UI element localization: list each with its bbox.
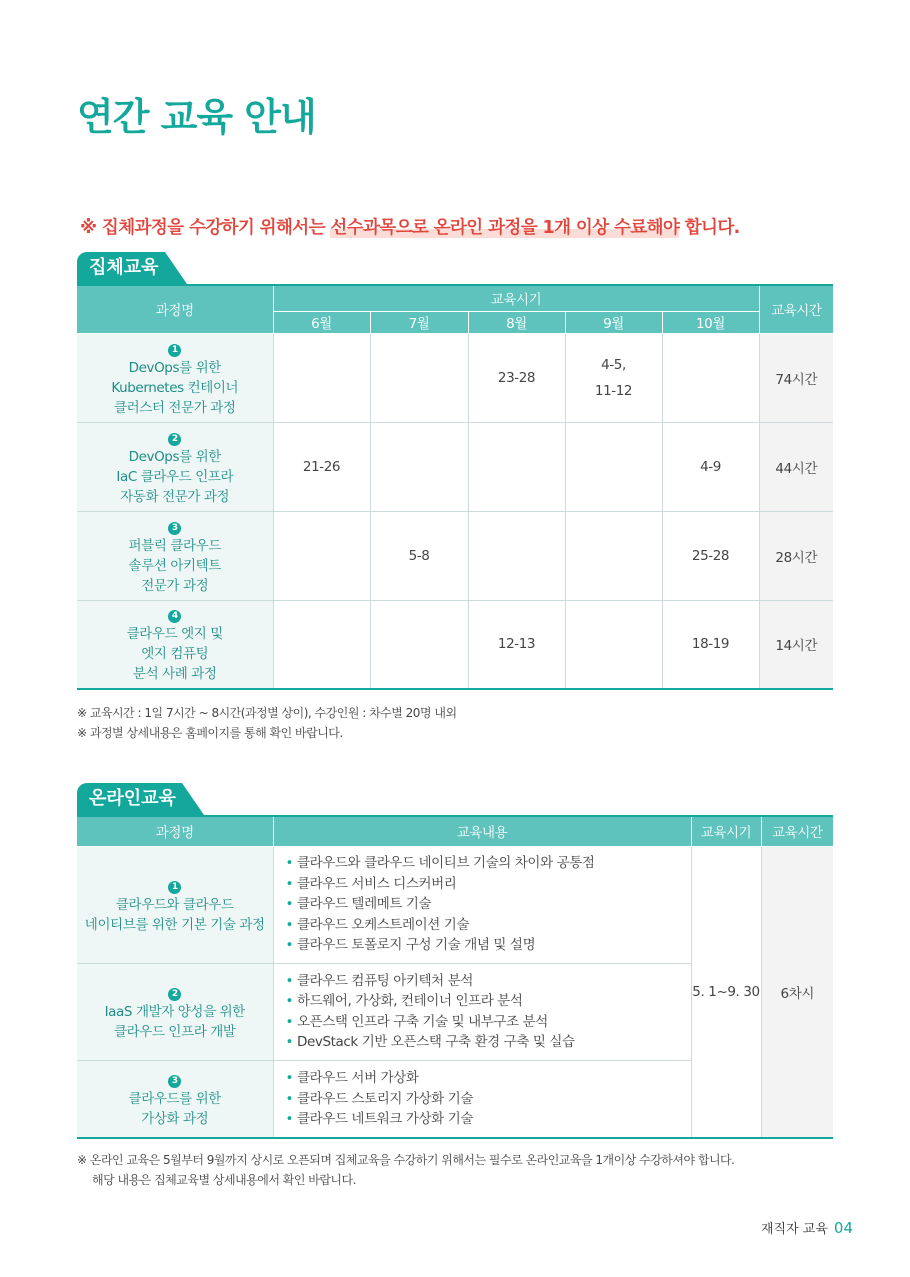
table-row (77, 846, 833, 963)
course-line: IaC 클라우드 인프라 (116, 468, 234, 485)
list-item: • DevStack 기반 오픈스택 구축 환경 구축 및 실습 (286, 1032, 691, 1053)
table-row (77, 511, 833, 600)
course-number-badge: 1 (168, 344, 181, 357)
tab-slant-decoration (182, 783, 204, 815)
schedule-cell (565, 422, 662, 511)
course-number-badge: 1 (168, 881, 181, 894)
course-name (77, 511, 273, 600)
schedule-cell (565, 511, 662, 600)
course-line: 네이티브를 위한 기본 기술 과정 (84, 916, 265, 933)
course-line: Kubernetes 컨테이너 (111, 379, 239, 396)
list-item: • 오픈스택 인프라 구축 기술 및 내부구조 분석 (286, 1012, 691, 1033)
online-tab-label: 온라인교육 (77, 783, 182, 815)
course-line: DevOps를 위한 (128, 359, 221, 376)
content-list (274, 971, 691, 1053)
tab-slant-decoration (165, 252, 187, 284)
header-month: 8월 (468, 311, 565, 333)
list-item: • 클라우드 텔레메트 기술 (286, 894, 691, 915)
schedule-cell (565, 600, 662, 689)
prerequisite-notice (80, 214, 740, 239)
list-item: • 클라우드 오케스트레이션 기술 (286, 915, 691, 936)
header-month: 10월 (662, 311, 759, 333)
schedule-cell (273, 511, 370, 600)
schedule-cell (273, 333, 370, 422)
content-list (274, 853, 691, 956)
offline-tab-label: 집체교육 (77, 252, 165, 284)
list-item: • 클라우드 컴퓨팅 아키텍처 분석 (286, 971, 691, 992)
header-month: 9월 (565, 311, 662, 333)
table-row (77, 422, 833, 511)
notice-mark: ※ (80, 218, 97, 238)
content-list (274, 1068, 691, 1130)
list-item: • 클라우드 서버 가상화 (286, 1068, 691, 1089)
course-line: 클라우드 인프라 개발 (113, 1023, 236, 1040)
schedule-cell (370, 333, 468, 422)
hours-cell: 44시간 (759, 422, 833, 511)
schedule-cell: 23-28 (468, 333, 565, 422)
schedule-date: 11-12 (594, 382, 633, 399)
list-item: • 클라우드 스토리지 가상화 기술 (286, 1089, 691, 1110)
schedule-cell (662, 333, 759, 422)
course-name (77, 422, 273, 511)
course-line: 가상화 과정 (141, 1110, 209, 1127)
list-item: • 하드웨어, 가상화, 컨테이너 인프라 분석 (286, 991, 691, 1012)
footer-label: 재직자 교육 (760, 1222, 828, 1237)
table-row (77, 600, 833, 689)
course-line: 퍼블릭 클라우드 (128, 537, 221, 554)
hours-cell: 74시간 (759, 333, 833, 422)
online-note: 해당 내용은 집체교육별 상세내용에서 확인 바랍니다. (92, 1173, 356, 1187)
course-line: DevOps를 위한 (128, 448, 221, 465)
page-footer (761, 1218, 853, 1237)
course-line: IaaS 개발자 양성을 위한 (104, 1003, 245, 1020)
content-cell (273, 1060, 691, 1138)
page-title: 연간 교육 안내 (77, 95, 316, 139)
notice-highlight: 선수과목으로 온라인 과정을 1개 이상 수료해야 (330, 218, 680, 238)
course-line: 전문가 과정 (141, 577, 209, 594)
hours-cell: 14시간 (759, 600, 833, 689)
content-cell (273, 963, 691, 1060)
hours-cell: 6차시 (761, 846, 833, 1138)
course-line: 클러스터 전문가 과정 (113, 399, 236, 416)
content-cell (273, 846, 691, 963)
course-number-badge: 4 (168, 610, 181, 623)
offline-schedule-table (77, 284, 833, 690)
course-name (77, 1060, 273, 1138)
offline-notes (77, 703, 457, 743)
schedule-cell (565, 333, 662, 422)
list-item: • 클라우드와 클라우드 네이티브 기술의 차이와 공통점 (286, 853, 691, 874)
header-content: 교육내용 (273, 816, 691, 846)
header-period: 교육시기 (691, 816, 761, 846)
course-line: 분석 사례 과정 (132, 666, 217, 683)
course-line: 자동화 전문가 과정 (120, 488, 230, 505)
header-month: 6월 (273, 311, 370, 333)
course-line: 클라우드와 클라우드 (115, 896, 234, 913)
table-row (77, 333, 833, 422)
header-course: 과정명 (77, 285, 273, 333)
header-period: 교육시기 (273, 285, 759, 311)
period-cell: 5. 1~9. 30 (691, 846, 761, 1138)
header-month: 7월 (370, 311, 468, 333)
course-name (77, 600, 273, 689)
schedule-cell: 21-26 (273, 422, 370, 511)
header-course: 과정명 (77, 816, 273, 846)
list-item: • 클라우드 네트워크 가상화 기술 (286, 1109, 691, 1130)
course-number-badge: 2 (168, 433, 181, 446)
offline-note: ※ 교육시간 : 1일 7시간 ~ 8시간(과정별 상이), 수강인원 : 차수별 20명 내외 (77, 706, 457, 720)
course-line: 클라우드 엣지 및 (126, 626, 223, 643)
schedule-cell (370, 600, 468, 689)
offline-section-tab (77, 252, 187, 284)
notice-prefix: 집체과정을 수강하기 위해서는 (101, 218, 331, 238)
course-name (77, 333, 273, 422)
course-line: 엣지 컴퓨팅 (141, 646, 209, 663)
course-name (77, 963, 273, 1060)
header-hours: 교육시간 (761, 816, 833, 846)
schedule-cell: 25-28 (662, 511, 759, 600)
course-line: 클라우드를 위한 (128, 1090, 221, 1107)
header-hours: 교육시간 (759, 285, 833, 333)
notice-suffix: 합니다. (679, 218, 740, 238)
schedule-cell: 18-19 (662, 600, 759, 689)
online-note: ※ 온라인 교육은 5월부터 9월까지 상시로 오픈되며 집체교육을 수강하기 위해서는 필수로 온라인교육을 1개이상 수강하셔야 합니다. (77, 1153, 735, 1167)
offline-note: ※ 과정별 상세내용은 홈페이지를 통해 확인 바랍니다. (77, 726, 343, 740)
schedule-cell (468, 511, 565, 600)
schedule-cell (370, 422, 468, 511)
hours-cell: 28시간 (759, 511, 833, 600)
course-name (77, 846, 273, 963)
list-item: • 클라우드 토폴로지 구성 기술 개념 및 설명 (286, 935, 691, 956)
online-section-tab (77, 783, 204, 815)
schedule-cell: 4-9 (662, 422, 759, 511)
list-item: • 클라우드 서비스 디스커버리 (286, 874, 691, 895)
schedule-date: 4-5, (601, 356, 626, 373)
schedule-cell: 5-8 (370, 511, 468, 600)
course-line: 솔루션 아키텍트 (128, 557, 221, 574)
online-course-table (77, 815, 833, 1139)
course-number-badge: 3 (168, 1075, 181, 1088)
schedule-cell (273, 600, 370, 689)
course-number-badge: 2 (168, 988, 181, 1001)
online-notes (77, 1150, 734, 1190)
course-number-badge: 3 (168, 522, 181, 535)
schedule-cell: 12-13 (468, 600, 565, 689)
schedule-cell (468, 422, 565, 511)
page-number: 04 (833, 1219, 853, 1237)
